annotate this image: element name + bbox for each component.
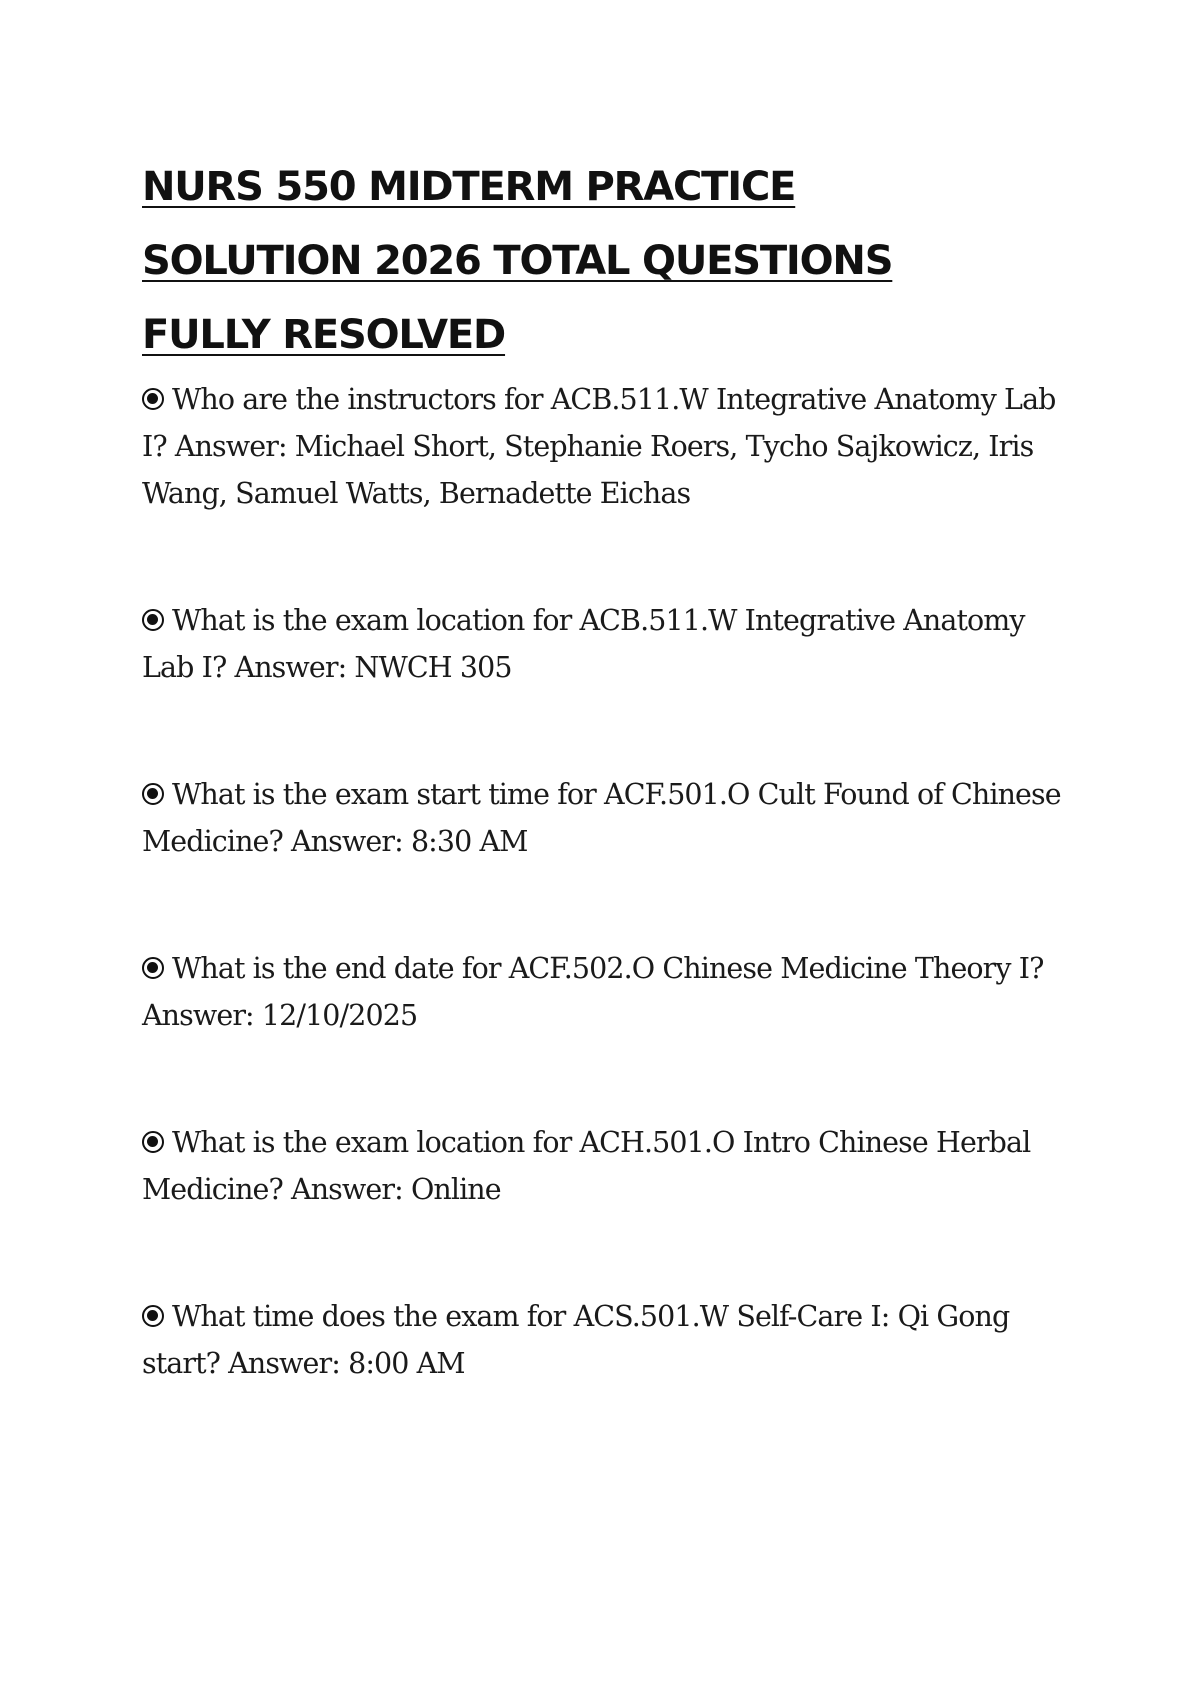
radio-bullet-icon xyxy=(142,783,164,805)
qa-text: What is the end date for ACF.502.O Chinese Medicine Theory I? Answer: 12/10/2025 xyxy=(142,952,1044,1032)
radio-bullet-icon xyxy=(142,957,164,979)
qa-text: What is the exam start time for ACF.501.O Cult Found of Chinese Medicine? Answer: 8:30 AM xyxy=(142,778,1061,858)
qa-item xyxy=(142,1119,1082,1213)
qa-list xyxy=(142,376,1082,1387)
radio-bullet-icon xyxy=(142,609,164,631)
qa-text: What time does the exam for ACS.501.W Self-Care I: Qi Gong start? Answer: 8:00 AM xyxy=(142,1300,1010,1380)
document-title-text: NURS 550 MIDTERM PRACTICE SOLUTION 2026 TOTAL QUESTIONS FULLY RESOLVED xyxy=(142,164,893,358)
qa-item xyxy=(142,376,1082,517)
document-title xyxy=(142,150,1022,372)
qa-text: What is the exam location for ACH.501.O Intro Chinese Herbal Medicine? Answer: Online xyxy=(142,1126,1031,1206)
qa-item xyxy=(142,1293,1082,1387)
radio-bullet-icon xyxy=(142,1305,164,1327)
qa-item xyxy=(142,771,1082,865)
radio-bullet-icon xyxy=(142,388,164,410)
radio-bullet-icon xyxy=(142,1131,164,1153)
qa-item xyxy=(142,597,1082,691)
qa-text: Who are the instructors for ACB.511.W Integrative Anatomy Lab I? Answer: Michael Short, Stephanie Roers, Tycho Sajkowicz, Iris Wang, Samuel Watts, Bernadette Eichas xyxy=(142,383,1056,510)
qa-item xyxy=(142,945,1082,1039)
qa-text: What is the exam location for ACB.511.W Integrative Anatomy Lab I? Answer: NWCH 305 xyxy=(142,604,1025,684)
